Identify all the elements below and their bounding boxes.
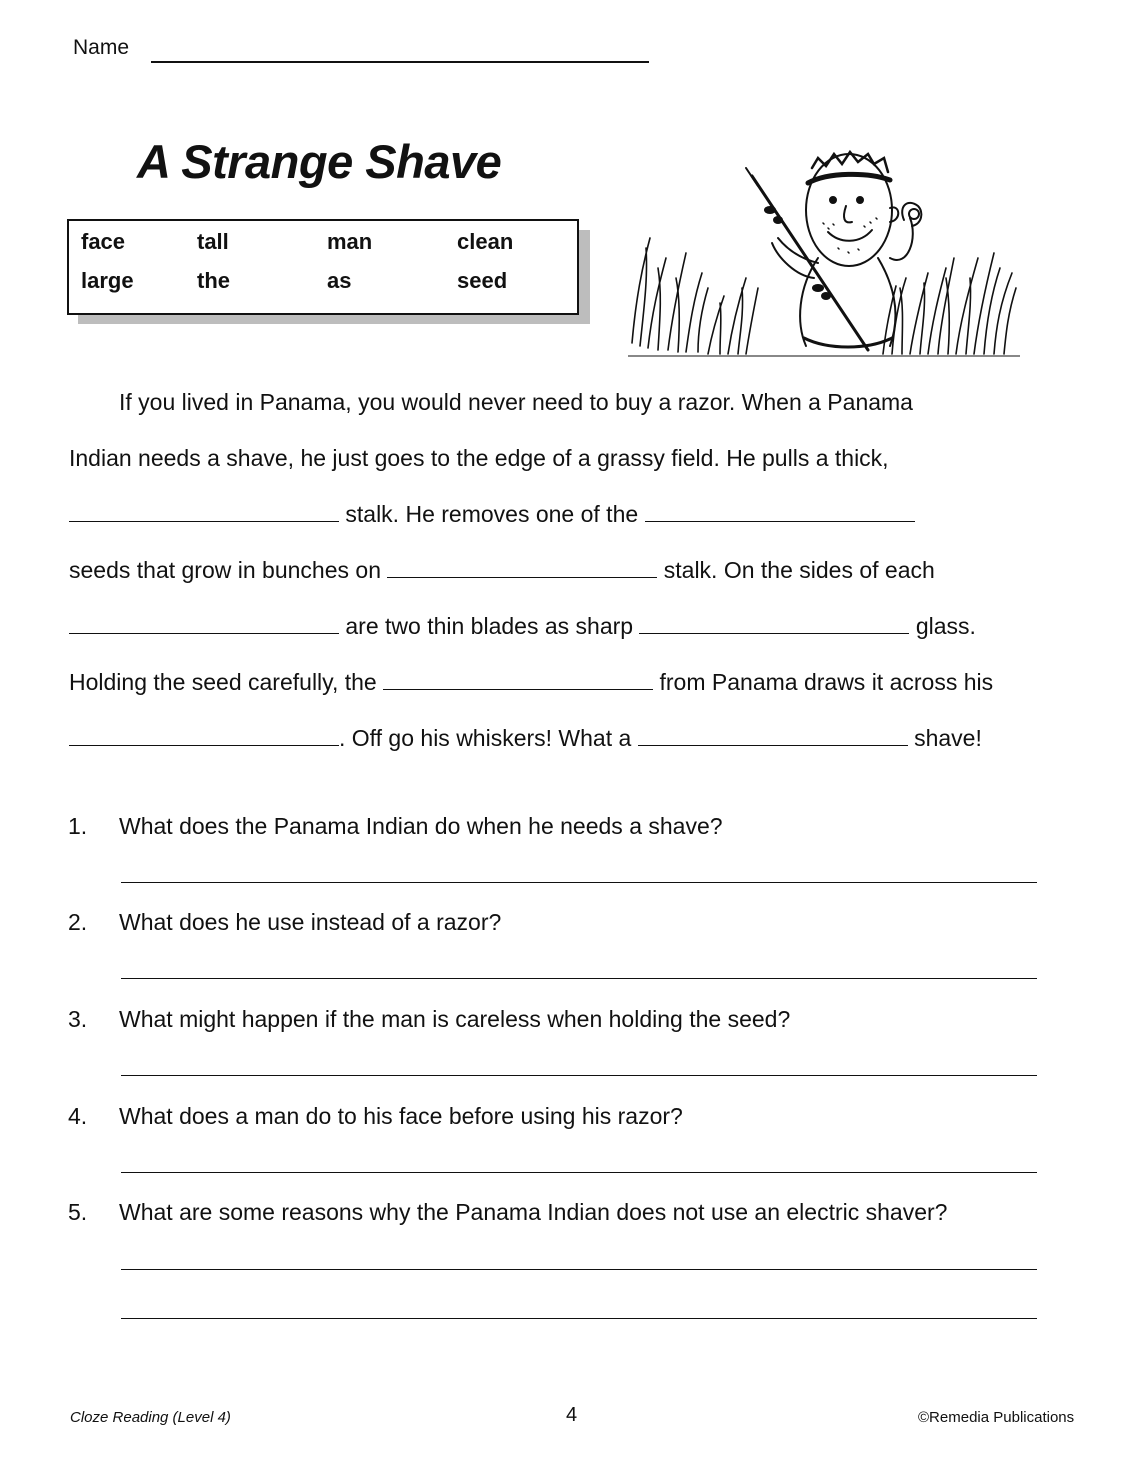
page-number: 4 xyxy=(566,1404,578,1426)
passage-line-6 xyxy=(69,669,993,696)
answer-line[interactable] xyxy=(121,1172,1037,1173)
answer-line[interactable] xyxy=(121,978,1037,979)
word-box xyxy=(67,219,579,315)
question-number: 4. xyxy=(68,1103,88,1129)
passage-line-5 xyxy=(69,613,976,640)
word-as: as xyxy=(327,268,352,293)
passage-text: shave! xyxy=(914,725,982,751)
question-text: What does he use instead of a razor? xyxy=(119,909,502,935)
question-number: 3. xyxy=(68,1006,88,1032)
cloze-blank-6[interactable] xyxy=(383,671,653,690)
word-seed: seed xyxy=(457,268,508,293)
answer-line[interactable] xyxy=(121,1269,1037,1270)
passage-text: stalk. He removes one of the xyxy=(345,501,639,527)
answer-line[interactable] xyxy=(121,882,1037,883)
passage-text: . Off go his whiskers! What a xyxy=(339,725,632,751)
passage-line-7 xyxy=(69,725,982,752)
question-text: What does a man do to his face before using his razor? xyxy=(119,1103,683,1129)
word-man: man xyxy=(327,229,373,254)
cloze-blank-5[interactable] xyxy=(639,615,909,634)
passage-line-2: Indian needs a shave, he just goes to the edge of a grassy field. He pulls a thick, xyxy=(69,445,889,471)
question-text: What might happen if the man is careless when holding the seed? xyxy=(119,1006,791,1032)
passage-text: are two thin blades as sharp xyxy=(345,613,634,639)
man-in-grass-illustration xyxy=(628,128,1020,360)
passage-line-4 xyxy=(69,557,935,584)
footer-book-title: Cloze Reading (Level 4) xyxy=(70,1409,231,1426)
name-input-line[interactable] xyxy=(151,61,649,63)
word-face: face xyxy=(81,229,126,254)
cloze-blank-8[interactable] xyxy=(638,727,908,746)
page-title: A Strange Shave xyxy=(137,135,502,188)
cloze-blank-3[interactable] xyxy=(387,559,657,578)
cloze-blank-7[interactable] xyxy=(69,727,339,746)
word-the: the xyxy=(197,268,230,293)
name-label: Name xyxy=(73,36,130,59)
answer-line[interactable] xyxy=(121,1318,1037,1319)
question-text: What does the Panama Indian do when he needs a shave? xyxy=(119,813,723,839)
passage-line-1: If you lived in Panama, you would never need to buy a razor. When a Panama xyxy=(119,389,913,415)
cloze-blank-1[interactable] xyxy=(69,503,339,522)
word-clean: clean xyxy=(457,229,514,254)
cloze-blank-4[interactable] xyxy=(69,615,339,634)
passage-text: stalk. On the sides of each xyxy=(663,557,935,583)
passage-text: from Panama draws it across his xyxy=(659,669,994,695)
question-number: 5. xyxy=(68,1199,88,1225)
answer-line[interactable] xyxy=(121,1075,1037,1076)
word-tall: tall xyxy=(197,229,229,254)
word-large: large xyxy=(81,268,134,293)
question-number: 2. xyxy=(68,909,88,935)
cloze-blank-2[interactable] xyxy=(645,503,915,522)
passage-line-3 xyxy=(69,501,915,528)
passage-text: Holding the seed carefully, the xyxy=(69,669,377,695)
question-number: 1. xyxy=(68,813,88,839)
passage-text: seeds that grow in bunches on xyxy=(69,557,381,583)
question-text: What are some reasons why the Panama Indian does not use an electric shaver? xyxy=(119,1199,948,1225)
man-figure-icon xyxy=(746,152,921,350)
footer-publisher: ©Remedia Publications xyxy=(918,1409,1075,1426)
passage-text: glass. xyxy=(915,613,976,639)
